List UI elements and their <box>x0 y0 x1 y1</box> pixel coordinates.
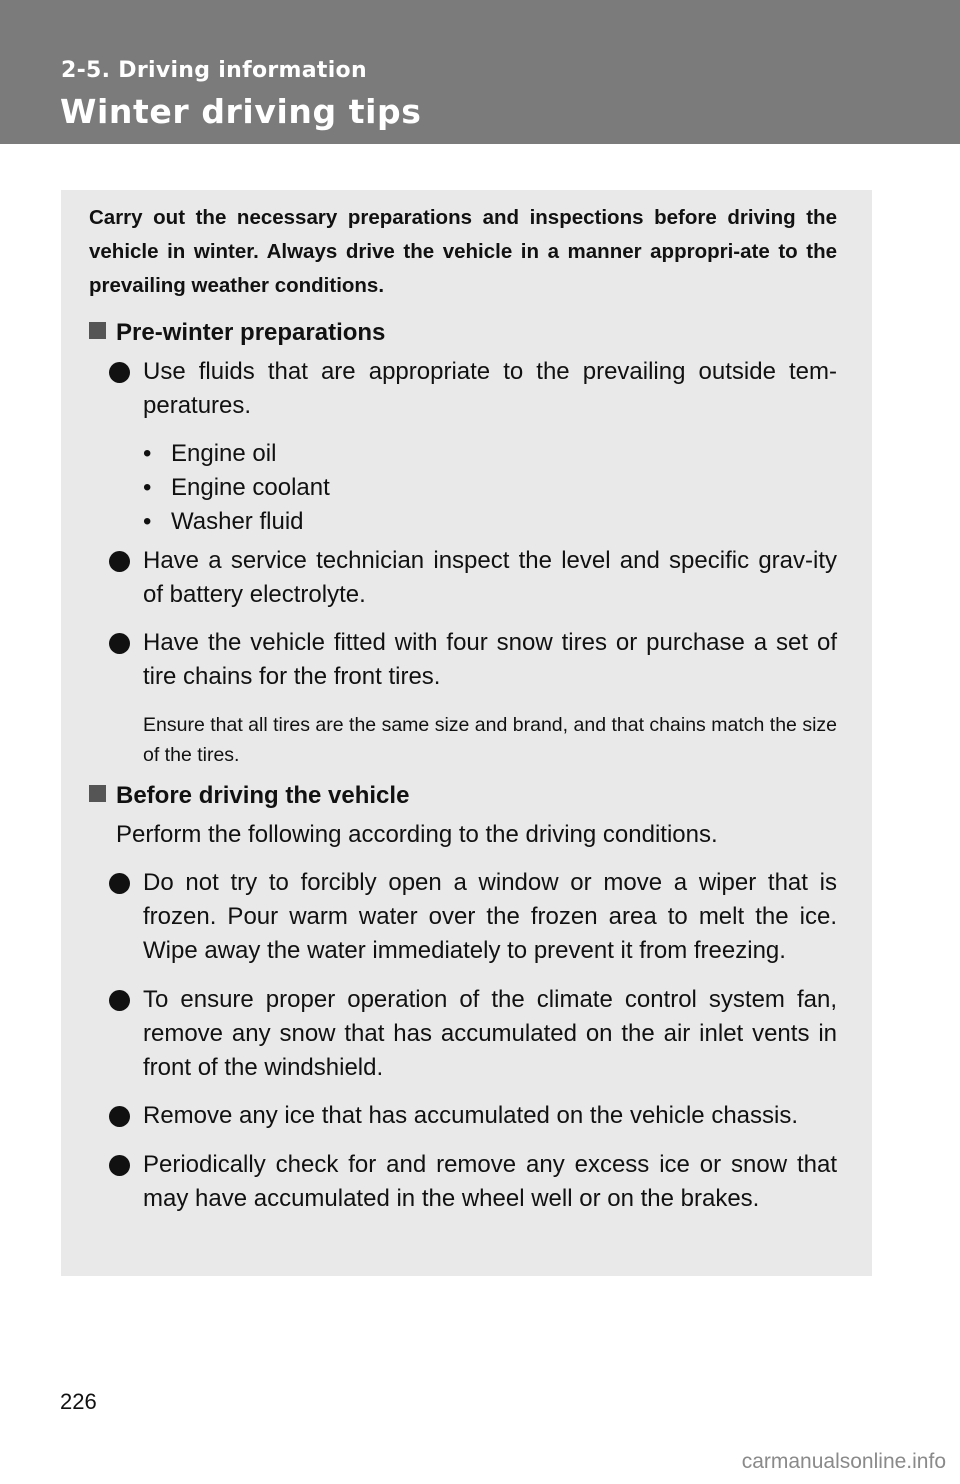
middle-dot-icon: • <box>143 440 152 467</box>
bullet-text: Remove any ice that has accumulated on the vehicle chassis. <box>143 1102 799 1129</box>
sub-item: • Engine oil <box>143 437 276 471</box>
bullet-text: Use fluids that are appropriate to the prevailing outside tem-peratures. <box>143 358 837 419</box>
bullet-text: Do not try to forcibly open a window or move a wiper that is frozen. Pour warm water over the frozen area to melt the ice. Wipe away the water immediately to prevent it from freezing. <box>143 869 837 964</box>
middle-dot-icon: • <box>143 508 152 535</box>
round-bullet-icon <box>109 362 130 383</box>
bullet-text: To ensure proper operation of the climate control system fan, remove any snow that has accumulated on the air inlet vents in front of the windshield. <box>143 986 837 1081</box>
square-bullet-icon <box>89 785 106 802</box>
round-bullet-icon <box>109 1155 130 1176</box>
bullet-text: Periodically check for and remove any excess ice or snow that may have accumulated in the wheel well or on the brakes. <box>143 1151 837 1212</box>
section-heading-text: Before driving the vehicle <box>116 782 410 809</box>
round-bullet-icon <box>109 633 130 654</box>
section-label: 2-5. Driving information <box>61 58 367 83</box>
section-heading-pre-winter <box>89 316 385 350</box>
round-bullet-icon <box>109 873 130 894</box>
note-text: Ensure that all tires are the same size and brand, and that chains match the size of the tires. <box>143 714 837 766</box>
section-intro-text: Perform the following according to the driving conditions. <box>116 821 718 848</box>
square-bullet-icon <box>89 322 106 339</box>
bullet-text: Have a service technician inspect the level and specific grav-ity of battery electrolyte. <box>143 547 837 608</box>
page-number: 226 <box>60 1389 97 1414</box>
section-heading-text: Pre-winter preparations <box>116 319 386 346</box>
round-bullet-icon <box>109 551 130 572</box>
bullet-text: Have the vehicle fitted with four snow tires or purchase a set of tire chains for the front tires. <box>143 629 837 690</box>
page-title: Winter driving tips <box>60 92 422 131</box>
round-bullet-icon <box>109 990 130 1011</box>
sub-item: • Washer fluid <box>143 505 304 539</box>
round-bullet-icon <box>109 1106 130 1127</box>
page-header <box>0 0 960 144</box>
intro-paragraph: Carry out the necessary preparations and inspections before driving the vehicle in winter. Always drive the vehicle in a manner appropri-ate to the prevailing weather conditions. <box>89 206 837 297</box>
section-heading-before-driving <box>89 779 409 813</box>
sub-item: • Engine coolant <box>143 471 330 505</box>
middle-dot-icon: • <box>143 474 152 501</box>
watermark: carmanualsonline.info <box>741 1450 946 1473</box>
